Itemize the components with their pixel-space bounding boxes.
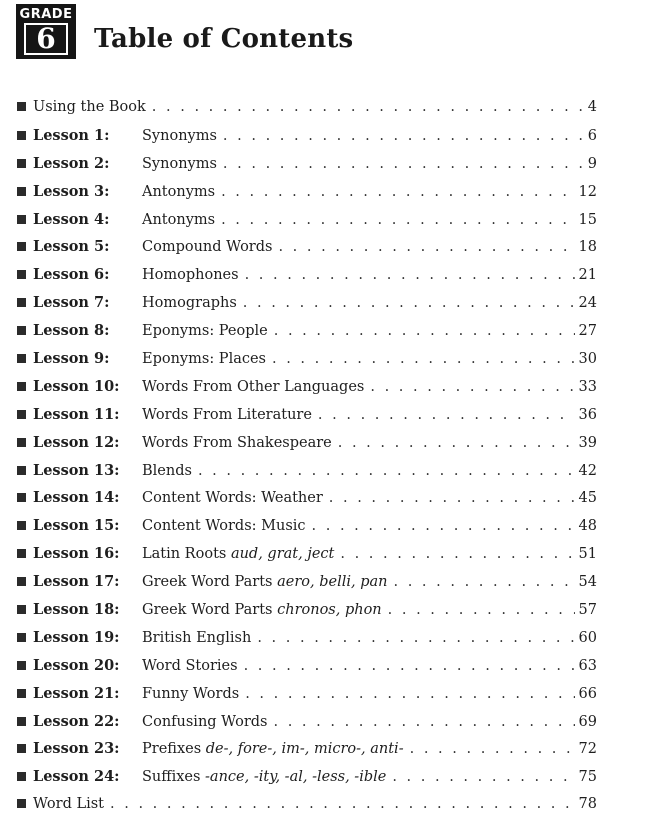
- toc-entry: [17, 713, 597, 741]
- dot-leader: [221, 184, 574, 200]
- entry-title: [142, 323, 268, 339]
- square-bullet-icon: [17, 215, 26, 224]
- page-number: 12: [578, 183, 597, 200]
- page-number: 33: [578, 378, 597, 395]
- dot-leader: [278, 239, 574, 255]
- page-number: 36: [578, 406, 597, 423]
- entry-title-text: Synonyms: [142, 155, 217, 172]
- page-number: 21: [578, 267, 597, 284]
- square-bullet-icon: [17, 298, 26, 307]
- dot-leader: [392, 769, 574, 785]
- toc-entry: [17, 378, 597, 406]
- toc-entry: [17, 796, 597, 824]
- dot-leader: [340, 546, 574, 562]
- page-number: 75: [578, 769, 597, 786]
- toc-entry: [17, 517, 597, 545]
- lesson-label: Lesson 14:: [33, 489, 120, 507]
- dot-leader: [329, 490, 575, 506]
- page-number: 24: [578, 295, 597, 312]
- entry-title-text: British English: [142, 629, 252, 646]
- entry-title: [33, 99, 146, 115]
- entry-title: [142, 267, 239, 283]
- entry-title-text: Words From Literature: [142, 406, 312, 423]
- lesson-label: Lesson 17:: [33, 573, 120, 591]
- toc-entry: [17, 322, 597, 350]
- lesson-label: Lesson 18:: [33, 601, 120, 619]
- lesson-label: Lesson 7:: [33, 294, 110, 312]
- page-number: 60: [578, 629, 597, 646]
- square-bullet-icon: [17, 744, 26, 753]
- entry-title-text: Antonyms: [142, 183, 216, 200]
- entry-title-text: Eponyms: People: [142, 323, 268, 340]
- lesson-label: Lesson 20:: [33, 656, 120, 674]
- lesson-label: Lesson 2:: [33, 154, 110, 172]
- table-of-contents: [17, 99, 597, 824]
- lesson-label: Lesson 24:: [33, 768, 120, 786]
- page-number: 39: [578, 434, 597, 451]
- square-bullet-icon: [17, 577, 26, 586]
- entry-title-italic: -ance, -ity, -al, -less, -ible: [205, 769, 387, 786]
- square-bullet-icon: [17, 633, 26, 642]
- toc-entry: [17, 294, 597, 322]
- entry-title: [142, 769, 386, 785]
- page-title: Table of Contents: [94, 24, 354, 54]
- toc-entry: [17, 601, 597, 629]
- dot-leader: [223, 156, 584, 172]
- dot-leader: [393, 574, 574, 590]
- page-number: 45: [578, 490, 597, 507]
- square-bullet-icon: [17, 521, 26, 530]
- square-bullet-icon: [17, 799, 26, 808]
- lesson-label: Lesson 22:: [33, 712, 120, 730]
- entry-title: [142, 546, 334, 562]
- page-number: 57: [578, 602, 597, 619]
- toc-entry: [17, 434, 597, 462]
- entry-title-text: Words From Shakespeare: [142, 434, 332, 451]
- entry-title: [142, 156, 217, 172]
- toc-entry: [17, 183, 597, 211]
- lesson-label: Lesson 6:: [33, 266, 110, 284]
- square-bullet-icon: [17, 661, 26, 670]
- entry-title-text: Content Words: Weather: [142, 490, 323, 507]
- dot-leader: [245, 267, 575, 283]
- page-number: 42: [578, 462, 597, 479]
- square-bullet-icon: [17, 242, 26, 251]
- square-bullet-icon: [17, 717, 26, 726]
- toc-entry: [17, 211, 597, 239]
- dot-leader: [272, 351, 575, 367]
- entry-title-text: Word List: [33, 796, 105, 813]
- lesson-label: Lesson 23:: [33, 740, 120, 758]
- toc-entry: [17, 489, 597, 517]
- dot-leader: [312, 518, 575, 534]
- square-bullet-icon: [17, 549, 26, 558]
- square-bullet-icon: [17, 187, 26, 196]
- page-number: 66: [578, 685, 597, 702]
- toc-entry: [17, 768, 597, 796]
- toc-entry: [17, 629, 597, 657]
- lesson-label: Lesson 3:: [33, 182, 110, 200]
- entry-title-text: Using the Book: [33, 99, 146, 115]
- entry-title-text: Homophones: [142, 267, 239, 284]
- entry-title-italic: de-, fore-, im-, micro-, anti-: [205, 741, 404, 758]
- dot-leader: [110, 796, 575, 812]
- square-bullet-icon: [17, 772, 26, 781]
- page-number: 18: [578, 239, 597, 256]
- toc-entry: [17, 350, 597, 378]
- page-number: 27: [578, 323, 597, 340]
- lesson-label: Lesson 15:: [33, 517, 120, 535]
- page-number: 4: [587, 99, 597, 115]
- dot-leader: [243, 295, 575, 311]
- dot-leader: [198, 463, 575, 479]
- lesson-label: Lesson 21:: [33, 684, 120, 702]
- grade-label: GRADE: [19, 7, 73, 22]
- entry-title-text: Prefixes: [142, 741, 206, 758]
- page-number: 15: [578, 211, 597, 228]
- lesson-label: Lesson 13:: [33, 461, 120, 479]
- entry-title-italic: aero, belli, pan: [277, 574, 388, 591]
- entry-title: [142, 574, 387, 590]
- entry-title-text: Word Stories: [142, 657, 238, 674]
- dot-leader: [318, 407, 575, 423]
- entry-title: [142, 714, 267, 730]
- toc-entry: [17, 266, 597, 294]
- entry-title: [142, 602, 382, 618]
- page-number: 54: [578, 574, 597, 591]
- page-number: 6: [587, 127, 597, 144]
- entry-title: [142, 295, 237, 311]
- entry-title: [142, 128, 217, 144]
- square-bullet-icon: [17, 326, 26, 335]
- toc-entry: [17, 238, 597, 266]
- page-number: 69: [578, 713, 597, 730]
- entry-title-text: Words From Other Languages: [142, 378, 365, 395]
- page-number: 72: [578, 741, 597, 758]
- lesson-label: Lesson 11:: [33, 405, 120, 423]
- dot-leader: [370, 379, 574, 395]
- square-bullet-icon: [17, 466, 26, 475]
- lesson-label: Lesson 12:: [33, 433, 120, 451]
- entry-title-text: Homographs: [142, 295, 237, 312]
- toc-entry: [17, 99, 597, 127]
- toc-entry: [17, 462, 597, 490]
- entry-title-text: Greek Word Parts: [142, 574, 278, 591]
- grade-badge: [16, 4, 76, 59]
- entry-title: [33, 796, 104, 812]
- entry-title: [142, 379, 364, 395]
- entry-title: [142, 351, 266, 367]
- page-number: 9: [587, 155, 597, 172]
- entry-title: [142, 435, 332, 451]
- entry-title-text: Confusing Words: [142, 713, 268, 730]
- entry-title: [142, 741, 404, 757]
- entry-title-text: Content Words: Music: [142, 518, 306, 535]
- square-bullet-icon: [17, 382, 26, 391]
- lesson-label: Lesson 5:: [33, 238, 110, 256]
- lesson-label: Lesson 8:: [33, 322, 110, 340]
- toc-entry: [17, 406, 597, 434]
- entry-title-text: Compound Words: [142, 239, 273, 256]
- lesson-label: Lesson 9:: [33, 350, 110, 368]
- dot-leader: [410, 741, 575, 757]
- entry-title: [142, 518, 306, 534]
- entry-title: [142, 490, 323, 506]
- entry-title-text: Blends: [142, 462, 192, 479]
- toc-entry: [17, 657, 597, 685]
- dot-leader: [273, 714, 574, 730]
- entry-title-text: Antonyms: [142, 211, 216, 228]
- entry-title: [142, 239, 272, 255]
- entry-title-text: Synonyms: [142, 127, 217, 144]
- square-bullet-icon: [17, 354, 26, 363]
- square-bullet-icon: [17, 410, 26, 419]
- entry-title: [142, 630, 251, 646]
- square-bullet-icon: [17, 102, 26, 111]
- toc-entry: [17, 545, 597, 573]
- entry-title-italic: aud, grat, ject: [230, 546, 335, 563]
- toc-entry: [17, 685, 597, 713]
- page-number: 51: [578, 546, 597, 563]
- entry-title-text: Suffixes: [142, 769, 206, 786]
- square-bullet-icon: [17, 689, 26, 698]
- toc-entry: [17, 127, 597, 155]
- dot-leader: [244, 658, 575, 674]
- entry-title-text: Latin Roots: [142, 546, 231, 563]
- square-bullet-icon: [17, 438, 26, 447]
- dot-leader: [221, 212, 574, 228]
- page-number: 78: [578, 796, 597, 813]
- square-bullet-icon: [17, 270, 26, 279]
- dot-leader: [152, 99, 584, 115]
- page-number: 63: [578, 657, 597, 674]
- entry-title-text: Funny Words: [142, 685, 240, 702]
- lesson-label: Lesson 10:: [33, 377, 120, 395]
- lesson-label: Lesson 19:: [33, 628, 120, 646]
- lesson-label: Lesson 16:: [33, 545, 120, 563]
- entry-title: [142, 463, 192, 479]
- entry-title: [142, 184, 215, 200]
- square-bullet-icon: [17, 159, 26, 168]
- toc-entry: [17, 740, 597, 768]
- entry-title: [142, 658, 238, 674]
- entry-title-italic: chronos, phon: [277, 602, 382, 619]
- entry-title-text: Greek Word Parts: [142, 602, 278, 619]
- dot-leader: [245, 686, 574, 702]
- dot-leader: [257, 630, 574, 646]
- page-number: 30: [578, 351, 597, 368]
- page-number: 48: [578, 518, 597, 535]
- entry-title: [142, 212, 215, 228]
- grade-number: 6: [24, 23, 68, 55]
- dot-leader: [274, 323, 575, 339]
- square-bullet-icon: [17, 131, 26, 140]
- dot-leader: [338, 435, 575, 451]
- lesson-label: Lesson 1:: [33, 126, 110, 144]
- entry-title: [142, 686, 239, 702]
- dot-leader: [388, 602, 575, 618]
- lesson-label: Lesson 4:: [33, 210, 110, 228]
- dot-leader: [223, 128, 584, 144]
- entry-title: [142, 407, 312, 423]
- toc-entry: [17, 573, 597, 601]
- entry-title-text: Eponyms: Places: [142, 351, 266, 368]
- square-bullet-icon: [17, 605, 26, 614]
- square-bullet-icon: [17, 493, 26, 502]
- toc-entry: [17, 155, 597, 183]
